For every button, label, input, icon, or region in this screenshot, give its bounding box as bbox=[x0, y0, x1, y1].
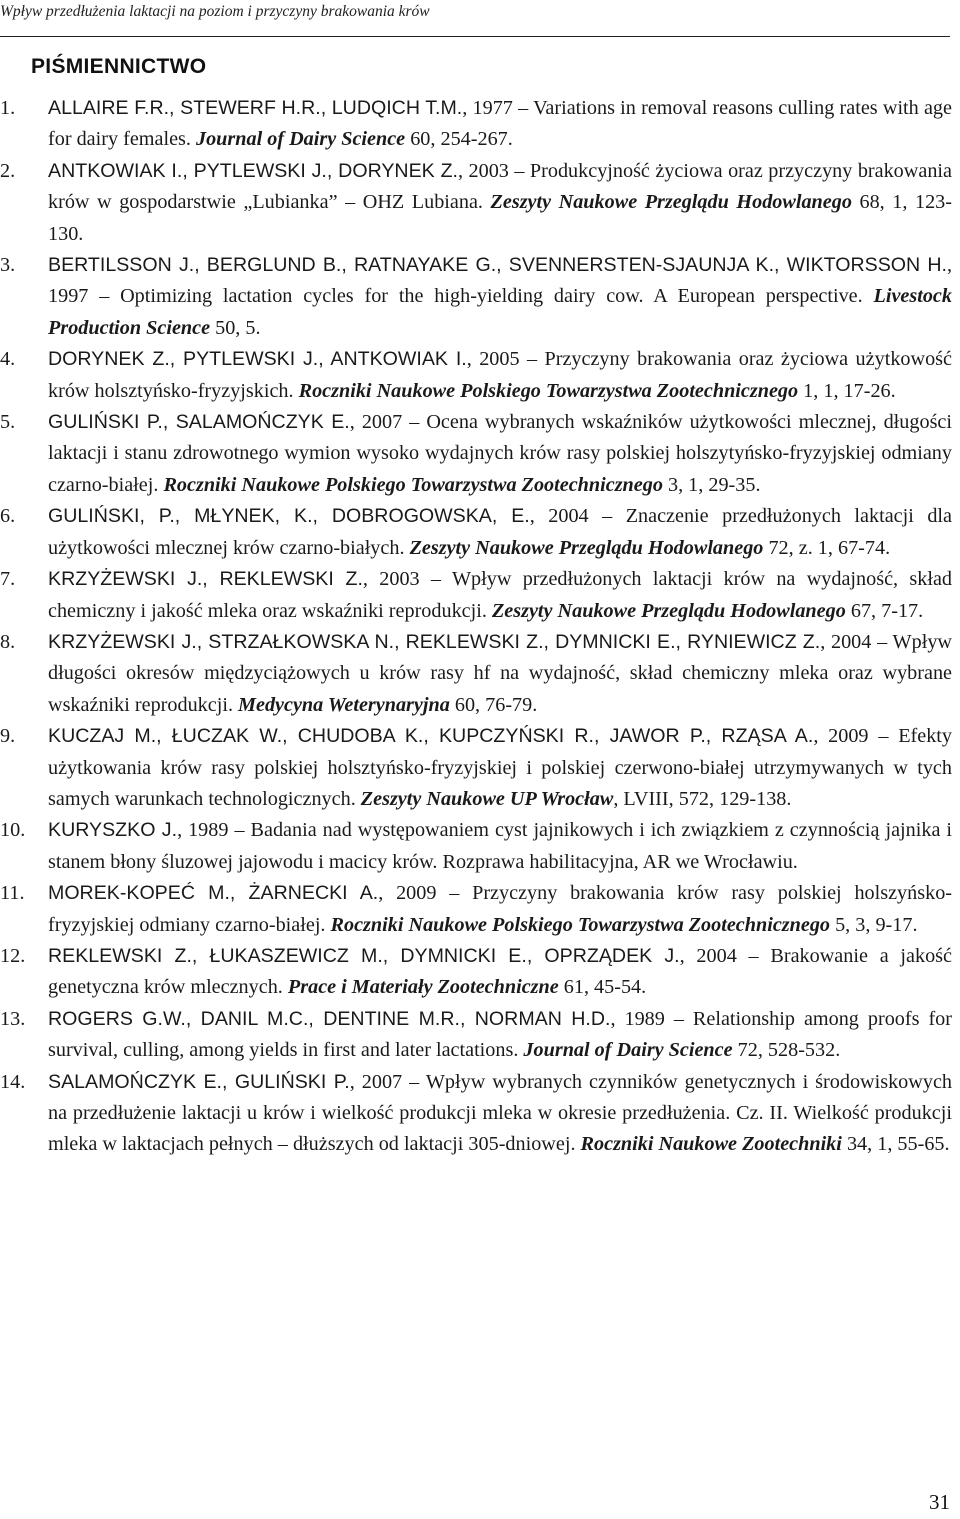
reference-item bbox=[0, 93, 952, 156]
reference-authors: ROGERS G.W., DANIL M.C., DENTINE M.R., NORMAN H.D. bbox=[48, 1007, 611, 1030]
reference-journal: Roczniki Naukowe Polskiego Towarzystwa Zootechnicznego bbox=[330, 913, 831, 936]
running-title: Wpływ przedłużenia laktacji na poziom i przyczyny brakowania krów bbox=[0, 3, 430, 20]
reference-journal: Zeszyty Naukowe Przeglądu Hodowlanego bbox=[490, 191, 852, 214]
reference-authors: DORYNEK Z., PYTLEWSKI J., ANTKOWIAK I. bbox=[48, 348, 467, 371]
reference-title: , 2003 – Produkcyjność życiowa oraz przyczyny brakowania krów w gospodarstwie „Lubianka” – OHZ Lubiana. bbox=[48, 159, 952, 214]
reference-number: 7. bbox=[0, 568, 16, 591]
reference-journal: Zeszyty Naukowe Przeglądu Hodowlanego bbox=[491, 599, 846, 622]
reference-number: 14. bbox=[0, 1070, 26, 1093]
reference-journal: Roczniki Naukowe Polskiego Towarzystwa Zootechnicznego bbox=[298, 379, 799, 402]
reference-item bbox=[0, 721, 952, 815]
reference-title: , 2009 – Efekty użytkowania krów rasy polskiej holsztyńsko-fryzyjskiej i polskiej czerwono-białej utrzymywanych w tych samych warunkach technologicznych. bbox=[48, 725, 953, 810]
reference-details: 60, 76-79. bbox=[449, 693, 538, 716]
reference-title: , 2005 – Przyczyny brakowania oraz życiowa użytkowość krów holsztyńsko-fryzyjskich. bbox=[48, 348, 952, 402]
reference-title: , 2004 – Wpływ długości okresów międzyciążowych u krów rasy hf na wydajność, skład chemiczny mleka oraz wybrane wskaźniki reprodukcji. bbox=[48, 630, 952, 716]
reference-number: 4. bbox=[0, 348, 16, 371]
reference-journal: Livestock Production Science bbox=[48, 285, 952, 339]
reference-number: 13. bbox=[0, 1007, 26, 1030]
reference-title: , 1989 – Badania nad występowaniem cyst jajnikowych i ich związkiem z czynnością jajnika i stanem błony śluzowej jajowodu i macicy krów. Rozprawa habilitacyjna, AR we Wrocławiu. bbox=[48, 819, 952, 873]
reference-item bbox=[0, 1004, 952, 1067]
reference-journal: Journal of Dairy Science bbox=[195, 128, 406, 151]
reference-journal: Zeszyty Naukowe Przeglądu Hodowlanego bbox=[409, 536, 764, 559]
reference-item bbox=[0, 815, 952, 878]
reference-item bbox=[0, 878, 952, 941]
reference-authors: ANTKOWIAK I., PYTLEWSKI J., DORYNEK Z. bbox=[48, 159, 458, 182]
reference-title: , 2004 – Znaczenie przedłużonych laktacji dla użytkowości mlecznej krów czarno-białych. bbox=[48, 505, 952, 559]
reference-item bbox=[0, 156, 952, 250]
reference-authors: KURYSZKO J. bbox=[48, 819, 178, 842]
reference-details: , LVIII, 572, 129-138. bbox=[613, 787, 792, 810]
reference-title: , 2007 – Wpływ wybranych czynników genetycznych i środowiskowych na przedłużenie laktacji u krów i wielkość produkcji mleka w okresie przedłużenia. Cz. II. Wielkość produkcji mleka w laktacjach pełnych – dłuższych od laktacji 305-dniowej. bbox=[48, 1070, 953, 1156]
reference-item bbox=[0, 1067, 952, 1161]
reference-details: 68, 1, 123-130. bbox=[48, 191, 952, 245]
reference-number: 12. bbox=[0, 944, 26, 967]
reference-journal: Medycyna Weterynaryjna bbox=[238, 693, 450, 716]
reference-details: 1, 1, 17-26. bbox=[798, 379, 896, 402]
reference-title: , 2009 – Przyczyny brakowania krów rasy polskiej holszyńsko-fryzyjskiej odmiany czarno-białej. bbox=[48, 882, 953, 936]
reference-title: , 2003 – Wpływ przedłużonych laktacji krów na wydajność, skład chemiczny i jakość mleka oraz wskaźniki reprodukcji. bbox=[48, 568, 952, 622]
reference-item bbox=[0, 344, 952, 407]
reference-number: 1. bbox=[0, 97, 16, 119]
reference-number: 11. bbox=[0, 882, 25, 905]
reference-details: 50, 5. bbox=[210, 316, 261, 339]
reference-item bbox=[0, 627, 952, 721]
reference-item bbox=[0, 564, 952, 627]
reference-authors: REKLEWSKI Z., ŁUKASZEWICZ M., DYMNICKI E., OPRZĄDEK J. bbox=[48, 944, 680, 967]
reference-item bbox=[0, 250, 952, 344]
reference-item bbox=[0, 941, 952, 1004]
reference-authors: SALAMOŃCZYK E., GULIŃSKI P. bbox=[48, 1070, 350, 1093]
reference-item bbox=[0, 501, 952, 564]
reference-number: 5. bbox=[0, 411, 16, 434]
reference-authors: KRZYŻEWSKI J., STRZAŁKOWSKA N., REKLEWSKI Z., DYMNICKI E., RYNIEWICZ Z. bbox=[48, 630, 821, 653]
reference-number: 9. bbox=[0, 725, 16, 748]
reference-title: , 2004 – Brakowanie a jakość genetyczna krów mlecznych. bbox=[48, 944, 952, 999]
reference-authors: BERTILSSON J., BERGLUND B., RATNAYAKE G., SVENNERSTEN-SJAUNJA K., WIKTORSSON H. bbox=[48, 254, 947, 277]
reference-title: , 2007 – Ocena wybranych wskaźników użytkowości mlecznej, długości laktacji i stanu zdrowotnego wymion wysoko wydajnych krów rasy polskiej holszytyńsko-fryzyjskiej odmiany czarno-białej. bbox=[48, 411, 952, 496]
reference-authors: GULIŃSKI P., SALAMOŃCZYK E. bbox=[48, 411, 350, 434]
reference-title: , 1989 – Relationship among proofs for survival, culling, among yields in first and later lactations. bbox=[48, 1007, 952, 1062]
reference-details: 34, 1, 55-65. bbox=[841, 1133, 950, 1156]
reference-authors: ALLAIRE F.R., STEWERF H.R., LUDQICH T.M. bbox=[48, 97, 463, 119]
reference-authors: KRZYŻEWSKI J., REKLEWSKI Z. bbox=[48, 568, 363, 591]
reference-details: 67, 7-17. bbox=[845, 599, 924, 622]
reference-journal: Journal of Dairy Science bbox=[523, 1039, 733, 1062]
reference-details: 72, z. 1, 67-74. bbox=[763, 536, 891, 559]
reference-journal: Roczniki Naukowe Polskiego Towarzystwa Zootechnicznego bbox=[163, 473, 663, 496]
page-number: 31 bbox=[929, 1490, 950, 1514]
reference-journal: Prace i Materiały Zootechniczne bbox=[287, 976, 559, 999]
reference-authors: GULIŃSKI, P., MŁYNEK, K., DOBROGOWSKA, E. bbox=[48, 505, 530, 528]
reference-number: 8. bbox=[0, 630, 16, 653]
reference-title: , 1997 – Optimizing lactation cycles for the high-yielding dairy cow. A European perspective. bbox=[48, 254, 952, 308]
reference-number: 6. bbox=[0, 505, 16, 528]
reference-details: 61, 45-54. bbox=[558, 976, 647, 999]
reference-title: , 1977 – Variations in removal reasons culling rates with age for dairy females. bbox=[48, 97, 952, 151]
reference-authors: MOREK-KOPEĆ M., ŻARNECKI A. bbox=[48, 882, 379, 905]
reference-authors: KUCZAJ M., ŁUCZAK W., CHUDOBA K., KUPCZYŃSKI R., JAWOR P., RZĄSA A. bbox=[48, 725, 814, 748]
reference-details: 60, 254-267. bbox=[405, 128, 513, 151]
reference-list bbox=[0, 93, 952, 1161]
reference-journal: Roczniki Naukowe Zootechniki bbox=[580, 1133, 842, 1156]
running-header bbox=[0, 0, 950, 37]
reference-details: 5, 3, 9-17. bbox=[830, 913, 918, 936]
reference-journal: Zeszyty Naukowe UP Wrocław bbox=[360, 787, 614, 810]
reference-number: 2. bbox=[0, 159, 16, 182]
reference-details: 3, 1, 29-35. bbox=[662, 473, 761, 496]
reference-number: 10. bbox=[0, 819, 26, 842]
reference-number: 3. bbox=[0, 254, 16, 277]
reference-item bbox=[0, 407, 952, 501]
section-heading: PIŚMIENNICTWO bbox=[31, 55, 207, 78]
reference-details: 72, 528-532. bbox=[732, 1039, 841, 1062]
